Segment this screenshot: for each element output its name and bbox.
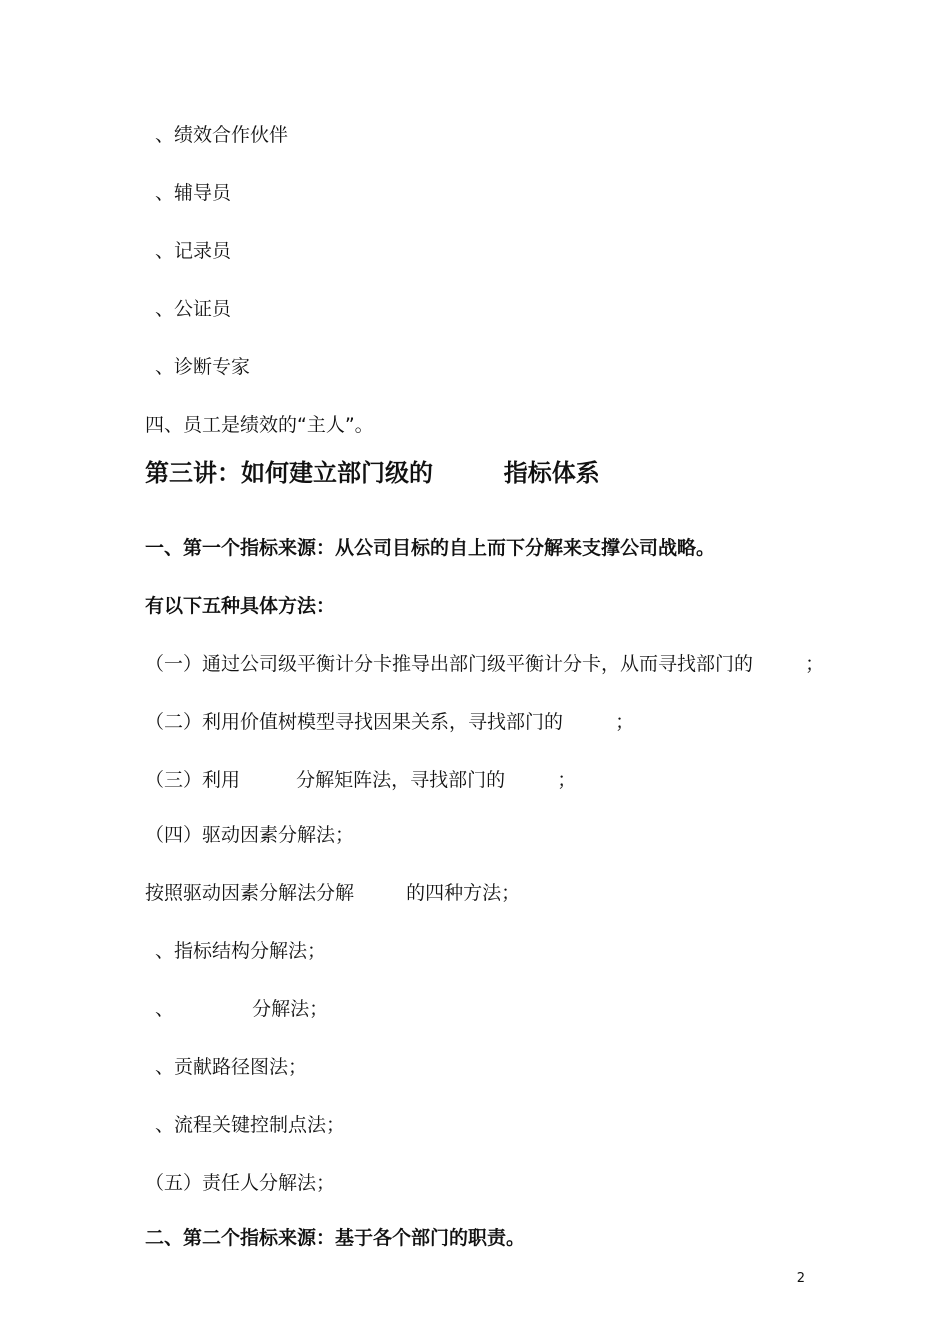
method-3 (145, 767, 576, 793)
sub-item-2-left: 、 (155, 998, 175, 1020)
subheading-source-two: 二、第二个指标来源：基于各个部门的职责。 (145, 1227, 526, 1249)
section-heading (145, 457, 600, 489)
list-item-notary: 、公证员 (155, 298, 232, 320)
method-1-right: ； (805, 653, 825, 675)
list-item-diagnostic-expert: 、诊断专家 (155, 356, 251, 378)
list-item-coach: 、辅导员 (155, 182, 232, 204)
method-5: （五）责任人分解法； (145, 1172, 336, 1194)
sub-item-structure: 、指标结构分解法； (155, 940, 327, 962)
method-2-left: （二）利用价值树模型寻找因果关系，寻找部门的 (145, 711, 564, 733)
subheading-source-one: 一、第一个指标来源：从公司目标的自上而下分解来支撑公司战略。 (145, 537, 716, 559)
sub-item-process-control: 、流程关键控制点法； (155, 1114, 346, 1136)
method-4: （四）驱动因素分解法； (145, 824, 355, 846)
method-2 (145, 709, 634, 735)
list-item-performance-partner: 、绩效合作伙伴 (155, 124, 289, 146)
heading-left: 第三讲：如何建立部门级的 (145, 459, 433, 487)
method-3-c: ； (557, 769, 577, 791)
heading-right: 指标体系 (503, 459, 600, 487)
sub-item-decomposition (155, 996, 328, 1022)
list-item-recorder: 、记录员 (155, 240, 232, 262)
paragraph-employee-owner: 四、员工是绩效的“主人”。 (145, 414, 374, 436)
method-1-left: （一）通过公司级平衡计分卡推导出部门级平衡计分卡，从而寻找部门的 (145, 653, 754, 675)
drive-right: 的四种方法； (406, 882, 521, 904)
sub-item-2-right: 分解法； (252, 998, 329, 1020)
page-number: 2 (796, 1271, 805, 1286)
subheading-five-methods: 有以下五种具体方法： (145, 595, 336, 617)
method-3-b: 分解矩阵法，寻找部门的 (296, 769, 506, 791)
method-3-a: （三）利用 (145, 769, 241, 791)
sub-item-contribution-path: 、贡献路径图法； (155, 1056, 308, 1078)
method-1 (145, 651, 824, 677)
method-2-right: ； (615, 711, 635, 733)
drive-factor-methods (145, 880, 520, 906)
drive-left: 按照驱动因素分解法分解 (145, 882, 355, 904)
